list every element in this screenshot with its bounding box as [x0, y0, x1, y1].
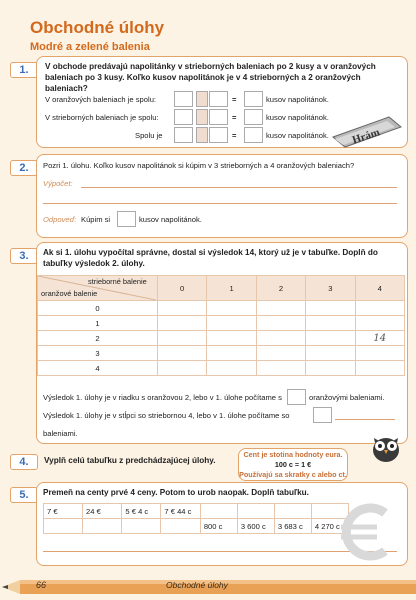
- task3-sentence2-line[interactable]: [335, 419, 395, 420]
- task2-answer-input[interactable]: [117, 211, 136, 227]
- row-header: 0: [38, 301, 158, 316]
- page-title: Obchodné úlohy: [30, 18, 165, 37]
- task1-row2-label: V strieborných baleniach je spolu:: [45, 113, 159, 122]
- task3-sentence2-a: Výsledok 1. úlohy je v stĺpci so striebornou 4, lebo v 1. úlohe počítame so: [43, 411, 290, 420]
- table-row: [38, 346, 405, 361]
- task3-sentence2-input[interactable]: [313, 407, 332, 423]
- task1-row3-unit: kusov napolitánok.: [266, 131, 329, 140]
- table-cell[interactable]: [157, 331, 206, 346]
- table-cell[interactable]: [207, 301, 256, 316]
- task1-row3-equals: =: [232, 131, 237, 140]
- table-cell[interactable]: [161, 519, 200, 534]
- task5-panel: [36, 482, 408, 566]
- task2-calc-line-1[interactable]: [81, 187, 397, 188]
- task3-question: Ak si 1. úlohu vypočítal správne, dostal si výsledok 14, ktorý už je v tabuľke. Doplň do tabuľky výsledok 2. úlohy.: [43, 248, 378, 268]
- table-cell[interactable]: [83, 519, 122, 534]
- col-header: 1: [207, 276, 256, 301]
- table-cell[interactable]: [207, 316, 256, 331]
- col-header: 0: [157, 276, 206, 301]
- table-cell[interactable]: [306, 361, 355, 376]
- page-number: 66: [36, 580, 47, 590]
- price-euro-cell: 24 €: [83, 504, 122, 519]
- task1-row1-input-a[interactable]: [174, 91, 193, 107]
- task1-row1-result[interactable]: [244, 91, 263, 107]
- task2-answer-label: Odpoveď:: [43, 215, 77, 224]
- row-header: 1: [38, 316, 158, 331]
- header-orange-label: oranžové balenie: [41, 289, 98, 298]
- task2-calc-line-2[interactable]: [43, 203, 397, 204]
- table-cell[interactable]: [207, 331, 256, 346]
- table-cell[interactable]: [256, 331, 305, 346]
- task3-sentence1-a: Výsledok 1. úlohy je v riadku s oranžovou 2, lebo v 1. úlohe počítame s: [43, 393, 282, 402]
- price-euro-cell: 7 € 44 c: [161, 504, 200, 519]
- table-cell[interactable]: [122, 519, 161, 534]
- table-cell[interactable]: [355, 301, 404, 316]
- results-table: [37, 275, 405, 376]
- task1-row2-input-a[interactable]: [174, 109, 193, 125]
- napolitanky-package-illustration: [331, 115, 403, 149]
- table-corner-cell: [38, 276, 158, 301]
- price-cent-cell: 3 600 c: [237, 519, 274, 534]
- table-cell[interactable]: [355, 361, 404, 376]
- row-header: 4: [38, 361, 158, 376]
- col-header: 4: [355, 276, 404, 301]
- col-header: 3: [306, 276, 355, 301]
- footer-label: Obchodné úlohy: [166, 580, 228, 590]
- cent-info-note: [238, 448, 348, 481]
- task1-question: V obchode predávajú napolitánky v strieborných baleniach po 2 kusy a v oranžových baleniach po 3 kusy. Koľko kusov napolitánok je v 4 strieborných a 2 oranžových baleniach?: [45, 62, 376, 93]
- row-header: 2: [38, 331, 158, 346]
- price-cent-cell: 3 683 c: [274, 519, 311, 534]
- table-cell[interactable]: [256, 361, 305, 376]
- task1-row3-label: Spolu je: [135, 131, 163, 140]
- table-cell[interactable]: [256, 346, 305, 361]
- task2-calc-label: Výpočet:: [43, 179, 73, 188]
- table-row: [38, 316, 405, 331]
- owl-illustration: [366, 428, 406, 464]
- task1-row2-operator[interactable]: [196, 109, 208, 125]
- table-row: [38, 331, 405, 346]
- table-cell[interactable]: [157, 301, 206, 316]
- task2-panel: [36, 154, 408, 238]
- task1-row2-equals: =: [232, 113, 237, 122]
- table-cell[interactable]: [44, 519, 83, 534]
- table-cell[interactable]: [256, 301, 305, 316]
- table-cell[interactable]: [157, 316, 206, 331]
- table-cell[interactable]: [306, 301, 355, 316]
- table-row: [44, 519, 349, 534]
- table-cell[interactable]: [157, 361, 206, 376]
- task1-row1-equals: =: [232, 95, 237, 104]
- task4-number: 4.: [10, 454, 38, 470]
- task1-number: 1.: [10, 62, 38, 78]
- euro-watermark-icon: [337, 503, 397, 561]
- task2-number: 2.: [10, 160, 38, 176]
- task5-number: 5.: [10, 487, 38, 503]
- table-cell[interactable]: [306, 331, 355, 346]
- task3-panel: [36, 242, 408, 444]
- table-cell[interactable]: [306, 316, 355, 331]
- table-cell[interactable]: [274, 504, 311, 519]
- table-cell[interactable]: [207, 361, 256, 376]
- task2-question: Pozri 1. úlohu. Koľko kusov napolitánok si kúpim v 3 strieborných a 4 oranžových baleniach?: [43, 161, 355, 170]
- package-brand-text: Hrám: [350, 126, 382, 147]
- page-subtitle: Modré a zelené balenia: [30, 41, 150, 53]
- table-row: [44, 504, 349, 519]
- price-cent-cell: 800 c: [200, 519, 237, 534]
- note-line-1: Cent je stotina hodnoty eura.: [243, 450, 343, 459]
- task2-answer-suffix: kusov napolitánok.: [139, 215, 202, 224]
- task1-row1-label: V oranžových baleniach je spolu:: [45, 95, 157, 104]
- table-cell[interactable]: [237, 504, 274, 519]
- note-line-3: Používajú sa skratky c alebo ct.: [239, 470, 347, 479]
- task1-row3-input-a[interactable]: [174, 127, 193, 143]
- price-conversion-table: [43, 503, 349, 534]
- table-row: [38, 361, 405, 376]
- price-euro-cell: 5 € 4 c: [122, 504, 161, 519]
- task1-row2-input-b[interactable]: [209, 109, 228, 125]
- task1-panel: [36, 56, 408, 148]
- table-cell[interactable]: [157, 346, 206, 361]
- table-cell-filled[interactable]: 14: [355, 331, 404, 346]
- table-cell[interactable]: [355, 346, 404, 361]
- task4-question: Vyplň celú tabuľku z predchádzajúcej úlohy.: [44, 456, 216, 465]
- task2-answer-prefix: Kúpim si: [81, 215, 111, 224]
- task1-row1-operator[interactable]: [196, 91, 208, 107]
- row-header: 3: [38, 346, 158, 361]
- table-cell[interactable]: [200, 504, 237, 519]
- task1-row2-result[interactable]: [244, 109, 263, 125]
- price-cent-cell: 4 270 c: [311, 519, 348, 534]
- task1-row3-result[interactable]: [244, 127, 263, 143]
- table-row: [38, 301, 405, 316]
- task5-question: Premeň na centy prvé 4 ceny. Potom to urob naopak. Doplň tabuľku.: [43, 488, 309, 497]
- price-euro-cell: 7 €: [44, 504, 83, 519]
- task3-sentence1-input[interactable]: [287, 389, 306, 405]
- task1-row1-unit: kusov napolitánok.: [266, 95, 329, 104]
- header-silver-label: strieborné balenie: [88, 277, 147, 286]
- table-cell[interactable]: [306, 346, 355, 361]
- task3-sentence2-b: baleniami.: [43, 429, 78, 438]
- col-header: 2: [256, 276, 305, 301]
- task1-row2-unit: kusov napolitánok.: [266, 113, 329, 122]
- table-cell[interactable]: [256, 316, 305, 331]
- note-line-2: 100 c = 1 €: [274, 460, 312, 469]
- task3-number: 3.: [10, 248, 38, 264]
- task1-row1-input-b[interactable]: [209, 91, 228, 107]
- table-cell[interactable]: [207, 346, 256, 361]
- task1-row3-operator[interactable]: [196, 127, 208, 143]
- task1-row3-input-b[interactable]: [209, 127, 228, 143]
- table-cell[interactable]: [355, 316, 404, 331]
- task3-sentence1-b: oranžovými baleniami.: [309, 393, 385, 402]
